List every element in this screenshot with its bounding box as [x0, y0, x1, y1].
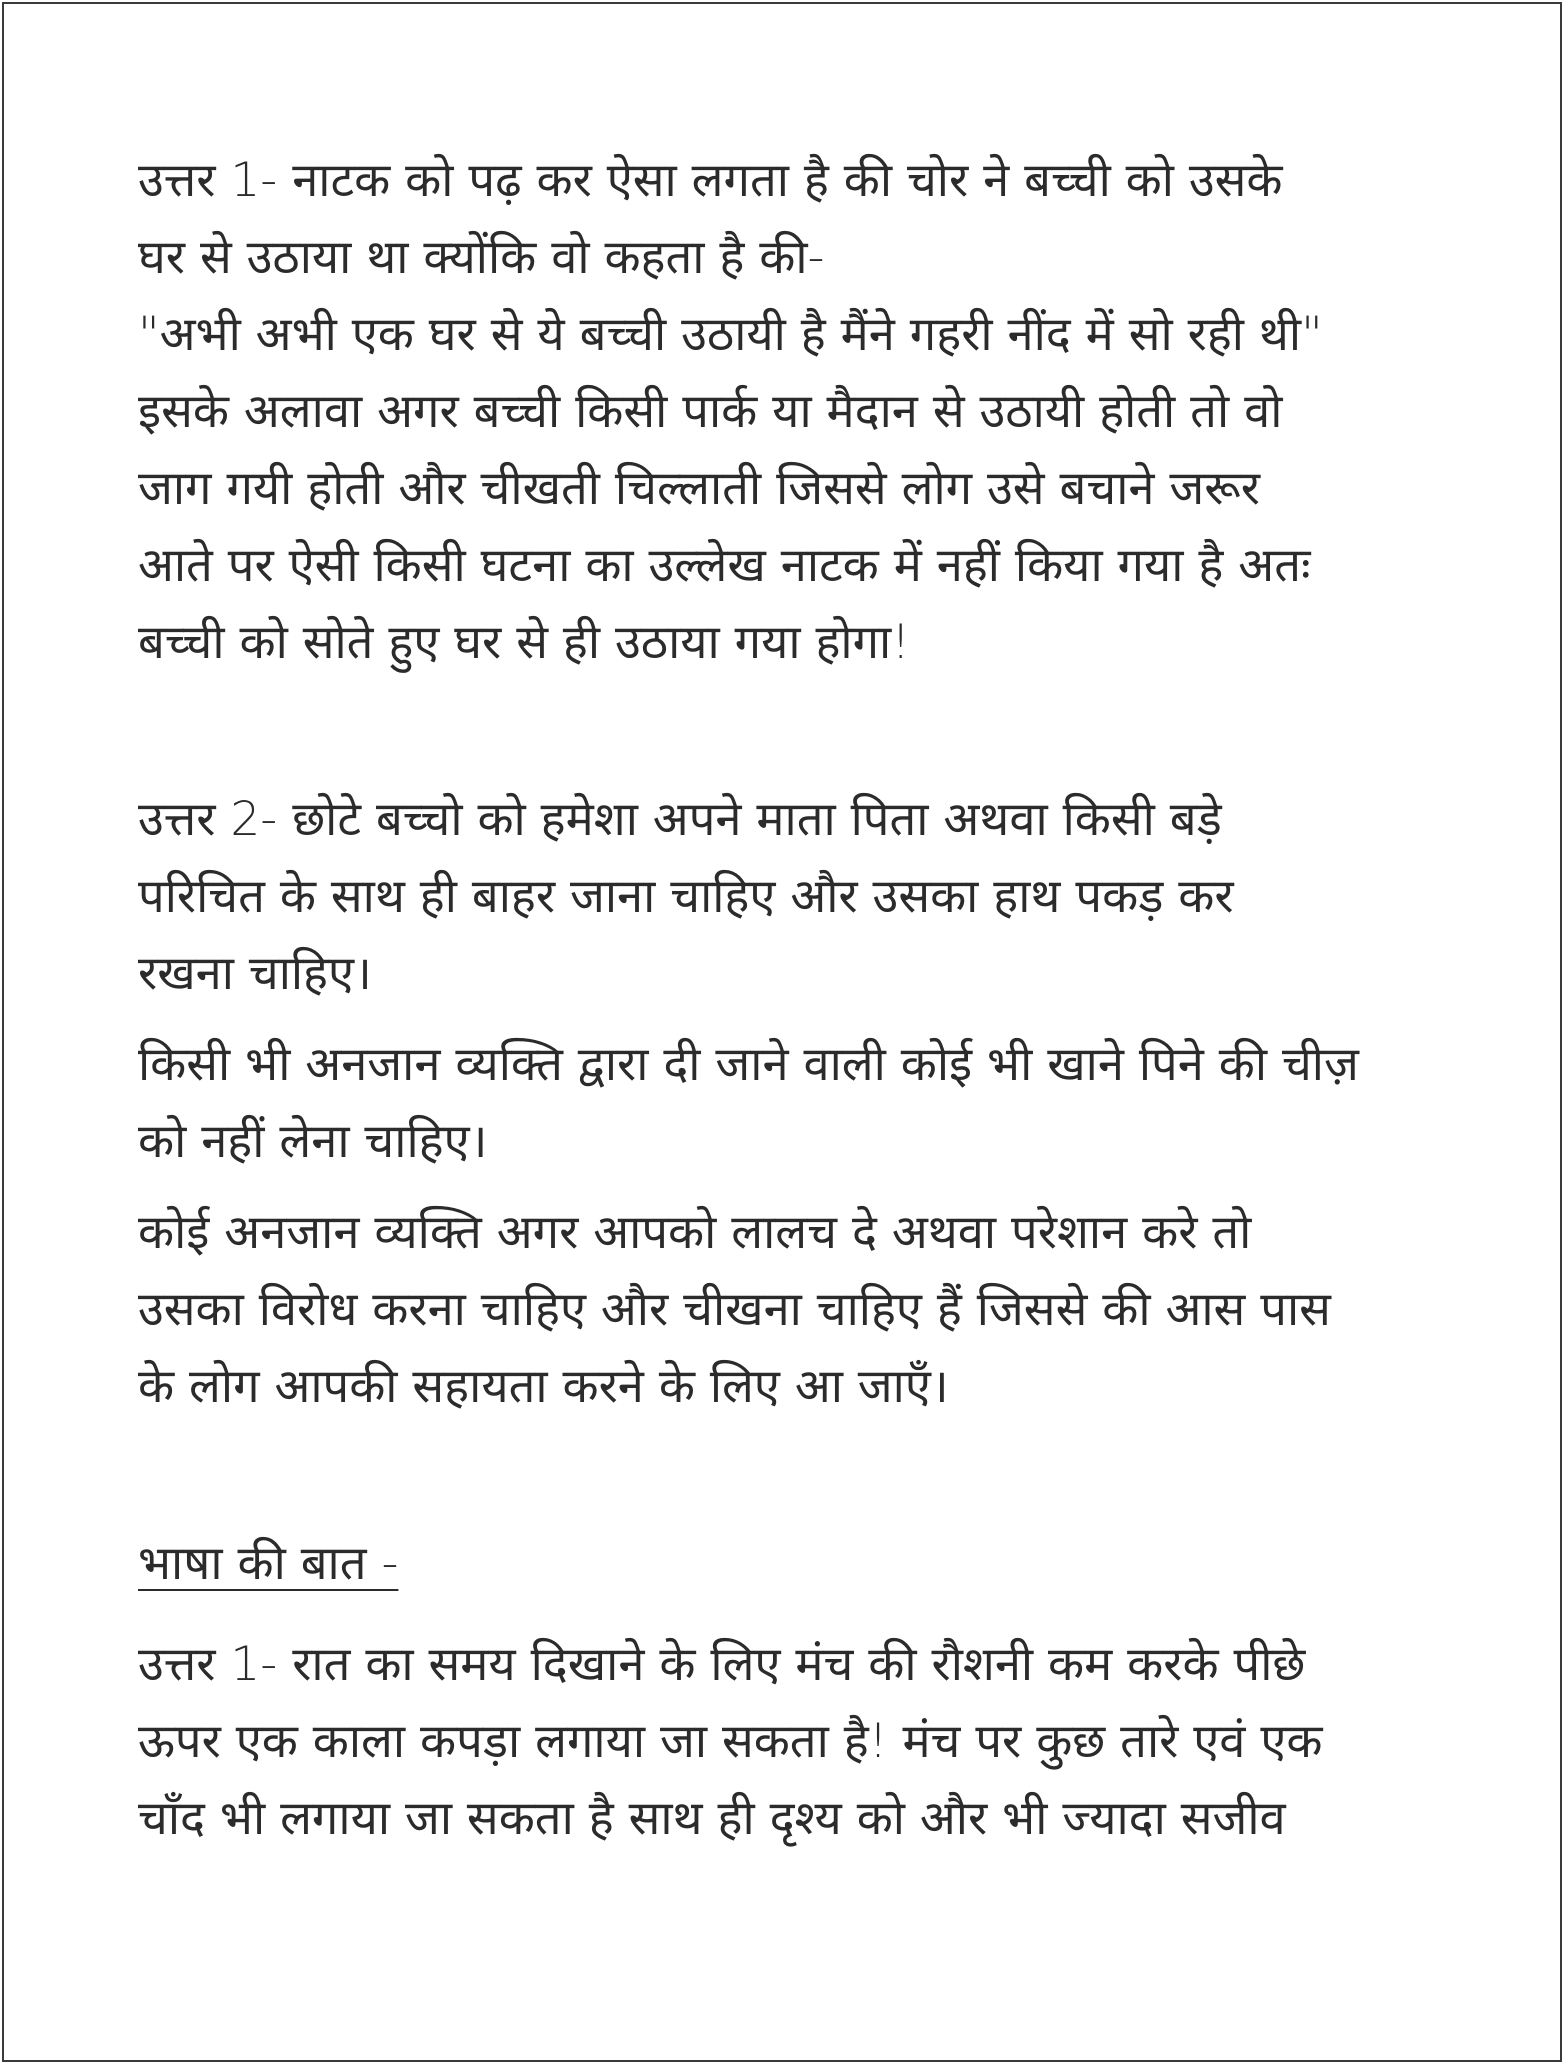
answer-2-paragraph: उत्तर 2- छोटे बच्चो को हमेशा अपने माता पिता अथवा किसी बड़े परिचित के साथ ही बाहर जाना चाहिए और उसका हाथ पकड़ कर रखना चाहिए।: [138, 792, 1234, 1001]
document-body: [138, 142, 1468, 1857]
language-answer-1-paragraph: उत्तर 1- रात का समय दिखाने के लिए मंच की रौशनी कम करके पीछे ऊपर एक काला कपड़ा लगाया जा सकता है! मंच पर कुछ तारे एवं एक चाँद भी लगाया जा सकता है साथ ही दृश्य को और भी ज्यादा सजीव: [138, 1637, 1323, 1846]
answer-1-paragraph: उत्तर 1- नाटक को पढ़ कर ऐसा लगता है की चोर ने बच्ची को उसके घर से उठाया था क्योंकि वो कहता है की- "अभी अभी एक घर से ये बच्ची उठायी है मैंने गहरी नींद में सो रही थी" इसके अलावा अगर बच्ची किसी पार्क या मैदान से उठायी होती तो वो जाग गयी होती और चीखती चिल्लाती जिससे लोग उसे बचाने जरूर आते पर ऐसी किसी घटना का उल्लेख नाटक में नहीं किया गया है अतः बच्ची को सोते हुए घर से ही उठाया गया होगा!: [138, 153, 1323, 670]
document-page: [2, 2, 1562, 2062]
language-section-heading: भाषा की बात -: [138, 1536, 399, 1591]
answer-2-point-2-paragraph: किसी भी अनजान व्यक्ति द्वारा दी जाने वाली कोई भी खाने पिने की चीज़ को नहीं लेना चाहिए।: [138, 1037, 1359, 1169]
answer-2-point-3-paragraph: कोई अनजान व्यक्ति अगर आपको लालच दे अथवा परेशान करे तो उसका विरोध करना चाहिए और चीखना चाहिए हैं जिससे की आस पास के लोग आपकी सहायता करने के लिए आ जाएँ।: [138, 1205, 1331, 1414]
